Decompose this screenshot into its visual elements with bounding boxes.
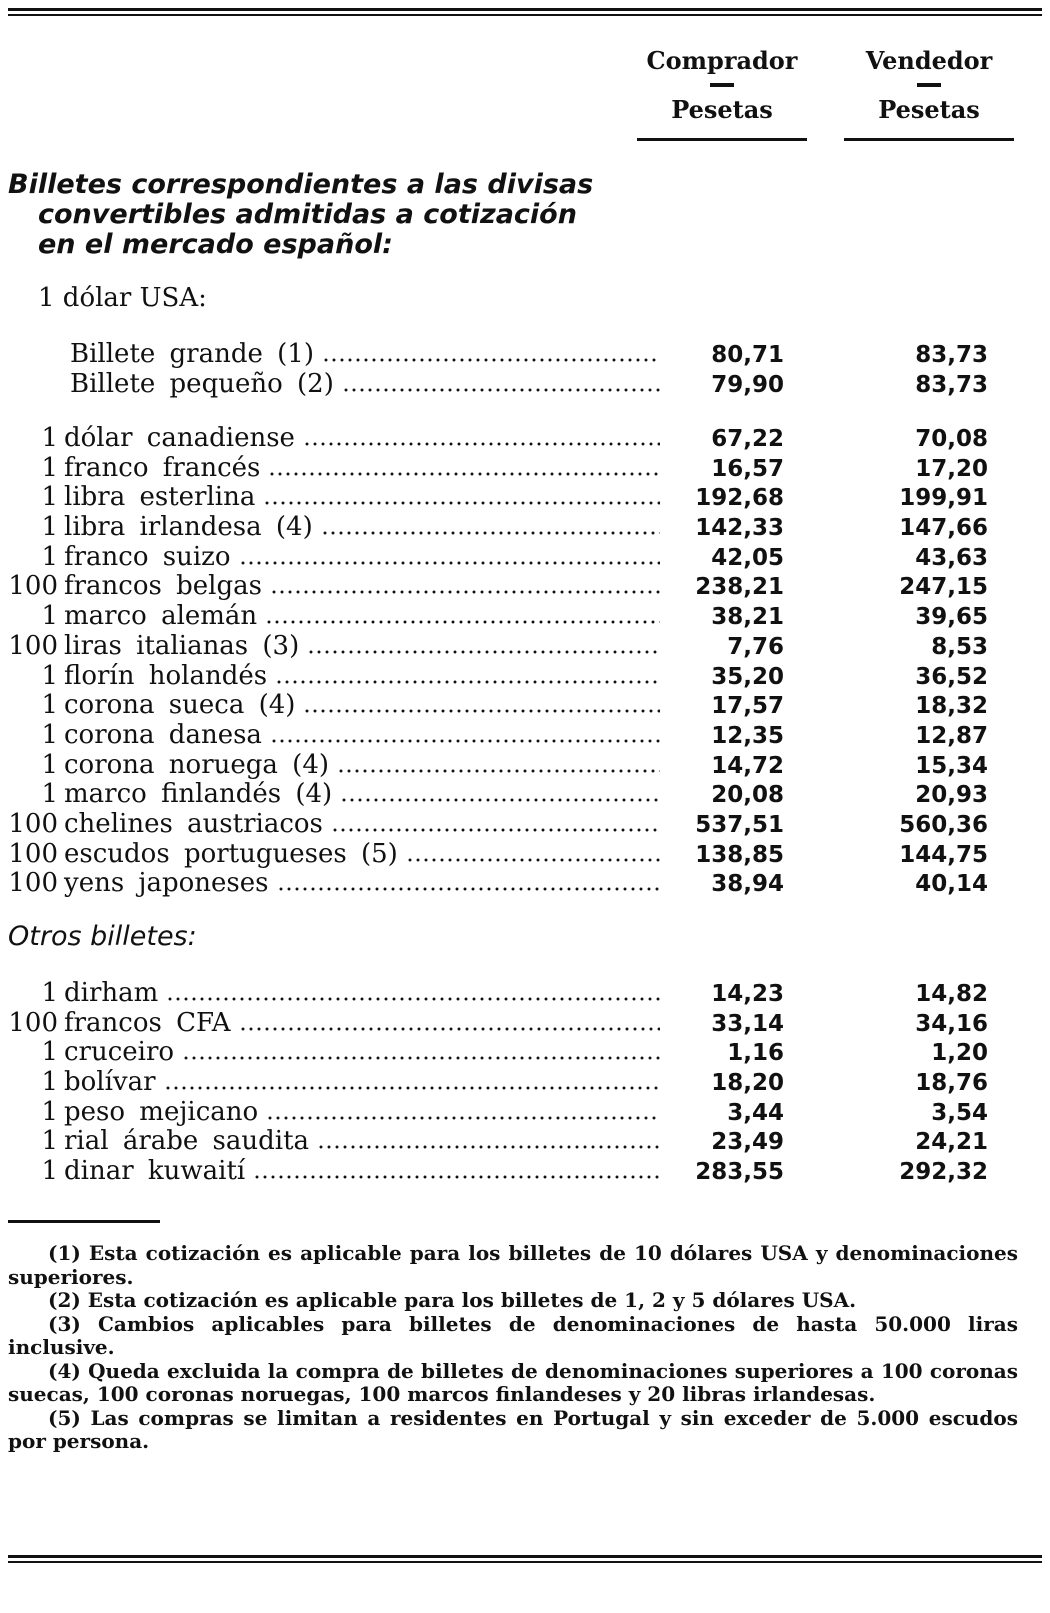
usd-title: 1 dólar USA: bbox=[38, 283, 207, 313]
dot-leader bbox=[270, 739, 660, 743]
row-quantity: 1 bbox=[41, 749, 58, 780]
row-currency: cruceiro bbox=[64, 1037, 175, 1068]
row-quantity: 100 bbox=[8, 630, 58, 661]
convertible-rows bbox=[8, 424, 988, 899]
row-quantity: 100 bbox=[8, 1007, 58, 1038]
buy-rate: 138,85 bbox=[695, 841, 784, 868]
section-others-title: Otros billetes: bbox=[8, 921, 197, 952]
dot-leader bbox=[266, 1116, 660, 1120]
dot-leader bbox=[275, 680, 660, 684]
buy-rate: 238,21 bbox=[695, 574, 784, 601]
table-row bbox=[8, 1127, 988, 1157]
row-quantity: 1 bbox=[41, 1126, 58, 1157]
table-row bbox=[8, 1157, 988, 1187]
buy-rate: 142,33 bbox=[695, 515, 784, 542]
row-quantity: 100 bbox=[8, 868, 58, 899]
sell-rate: 39,65 bbox=[915, 604, 988, 631]
row-currency: peso mejicano bbox=[64, 1096, 259, 1127]
row-currency: corona noruega (4) bbox=[64, 749, 330, 780]
sell-rate: 560,36 bbox=[899, 811, 988, 838]
sell-rate: 1,20 bbox=[931, 1040, 988, 1067]
table-row bbox=[8, 340, 988, 370]
row-currency: marco alemán bbox=[64, 601, 258, 632]
dot-leader bbox=[331, 828, 660, 832]
buy-rate: 3,44 bbox=[727, 1099, 784, 1126]
sell-rate: 3,54 bbox=[931, 1099, 988, 1126]
header-buy-label: Comprador bbox=[646, 46, 798, 75]
row-quantity: 1 bbox=[41, 660, 58, 691]
footnote: (3) Cambios aplicables para billetes de denominaciones de hasta 50.000 liras inclusive. bbox=[8, 1311, 1018, 1359]
table-row bbox=[8, 751, 988, 781]
buy-rate: 33,14 bbox=[711, 1010, 784, 1037]
table-row bbox=[8, 780, 988, 810]
row-currency: liras italianas (3) bbox=[64, 630, 300, 661]
buy-rate: 79,90 bbox=[711, 371, 784, 398]
header-dash bbox=[917, 83, 941, 87]
header-dash bbox=[710, 83, 734, 87]
footnote: (4) Queda excluida la compra de billetes de denominaciones superiores a 100 coronas suecas, 100 coronas noruegas, 100 marcos finlandeses y 20 libras irlandesas. bbox=[8, 1358, 1018, 1406]
sell-rate: 147,66 bbox=[899, 515, 988, 542]
sell-rate: 199,91 bbox=[899, 485, 988, 512]
sell-rate: 12,87 bbox=[915, 722, 988, 749]
table-row bbox=[8, 1038, 988, 1068]
row-quantity: 1 bbox=[41, 779, 58, 810]
sell-rate: 24,21 bbox=[915, 1129, 988, 1156]
sell-rate: 40,14 bbox=[915, 871, 988, 898]
dot-leader bbox=[303, 442, 660, 446]
footnote-rule bbox=[8, 1220, 160, 1223]
table-row bbox=[8, 483, 988, 513]
row-currency: rial árabe saudita bbox=[64, 1126, 310, 1157]
dot-leader bbox=[239, 561, 660, 565]
row-currency: francos belgas bbox=[64, 571, 262, 602]
bottom-rule-2 bbox=[8, 1561, 1042, 1563]
sell-rate: 18,32 bbox=[915, 693, 988, 720]
row-quantity: 1 bbox=[41, 452, 58, 483]
footnote: (5) Las compras se limitan a residentes en Portugal y sin exceder de 5.000 escudos por persona. bbox=[8, 1405, 1018, 1453]
dot-leader bbox=[317, 1145, 660, 1149]
header-underline bbox=[637, 138, 807, 141]
buy-rate: 14,72 bbox=[711, 752, 784, 779]
row-currency: libra esterlina bbox=[64, 482, 256, 513]
section-title-line: en el mercado español: bbox=[38, 229, 393, 260]
dot-leader bbox=[239, 1027, 660, 1031]
top-rule bbox=[8, 8, 1042, 11]
row-quantity: 1 bbox=[41, 1037, 58, 1068]
sell-rate: 36,52 bbox=[915, 663, 988, 690]
section-title-line: Billetes correspondientes a las divisas bbox=[8, 169, 594, 200]
table-row bbox=[8, 869, 988, 899]
table-row bbox=[8, 721, 988, 751]
sell-rate: 247,15 bbox=[899, 574, 988, 601]
table-row bbox=[8, 979, 988, 1009]
table-row bbox=[8, 1068, 988, 1098]
row-currency: florín holandés bbox=[64, 660, 268, 691]
buy-rate: 12,35 bbox=[711, 722, 784, 749]
top-rule-2 bbox=[8, 14, 1042, 16]
row-currency: dólar canadiense bbox=[64, 423, 295, 453]
buy-rate: 35,20 bbox=[711, 663, 784, 690]
table-row bbox=[8, 513, 988, 543]
sell-rate: 17,20 bbox=[915, 455, 988, 482]
buy-rate: 16,57 bbox=[711, 455, 784, 482]
row-currency: dirham bbox=[64, 978, 159, 1008]
sell-rate: 20,93 bbox=[915, 782, 988, 809]
header-buy-unit: Pesetas bbox=[671, 95, 773, 124]
buy-rate: 14,23 bbox=[711, 981, 784, 1007]
bottom-rule bbox=[8, 1555, 1042, 1558]
sell-rate: 70,08 bbox=[915, 426, 988, 452]
header-sell bbox=[844, 46, 1014, 141]
row-currency: franco suizo bbox=[64, 541, 231, 572]
buy-rate: 18,20 bbox=[711, 1070, 784, 1097]
row-quantity: 100 bbox=[8, 808, 58, 839]
row-currency: franco francés bbox=[64, 452, 261, 483]
table-row bbox=[8, 543, 988, 573]
table-row bbox=[8, 1009, 988, 1039]
dot-leader bbox=[406, 858, 660, 862]
sell-rate: 83,73 bbox=[915, 342, 988, 368]
dot-leader bbox=[164, 1086, 660, 1090]
row-currency: francos CFA bbox=[64, 1007, 231, 1038]
section-title-line: convertibles admitidas a cotización bbox=[38, 199, 577, 230]
buy-rate: 20,08 bbox=[711, 782, 784, 809]
row-currency: corona danesa bbox=[64, 719, 262, 750]
table-row bbox=[8, 454, 988, 484]
row-quantity: 100 bbox=[8, 838, 58, 869]
table-row bbox=[8, 424, 988, 454]
dot-leader bbox=[265, 620, 660, 624]
row-quantity: 1 bbox=[41, 541, 58, 572]
row-quantity: 1 bbox=[41, 482, 58, 513]
row-currency: bolívar bbox=[64, 1067, 156, 1098]
row-currency: chelines austriacos bbox=[64, 808, 323, 839]
row-currency: dinar kuwaití bbox=[64, 1156, 246, 1187]
dot-leader bbox=[253, 1175, 660, 1179]
buy-rate: 7,76 bbox=[727, 633, 784, 660]
row-currency: escudos portugueses (5) bbox=[64, 838, 398, 869]
dot-leader bbox=[166, 997, 660, 1001]
row-currency: marco finlandés (4) bbox=[64, 779, 333, 810]
dot-leader bbox=[303, 709, 660, 713]
sell-rate: 83,73 bbox=[915, 371, 988, 398]
dot-leader bbox=[322, 358, 660, 362]
sell-rate: 34,16 bbox=[915, 1010, 988, 1037]
row-quantity: 1 bbox=[41, 601, 58, 632]
table-row bbox=[8, 572, 988, 602]
row-currency: corona sueca (4) bbox=[64, 690, 296, 721]
header-buy bbox=[637, 46, 807, 141]
sell-rate: 14,82 bbox=[915, 981, 988, 1007]
dot-leader bbox=[342, 388, 660, 392]
header-sell-unit: Pesetas bbox=[878, 95, 980, 124]
sell-rate: 8,53 bbox=[931, 633, 988, 660]
table-row bbox=[8, 370, 988, 400]
dot-leader bbox=[277, 887, 661, 891]
sell-rate: 292,32 bbox=[899, 1159, 988, 1186]
usd-rows bbox=[8, 340, 988, 399]
footnote: (1) Esta cotización es aplicable para los billetes de 10 dólares USA y denominaciones superiores. bbox=[8, 1241, 1018, 1289]
footnotes bbox=[8, 1242, 1018, 1454]
buy-rate: 67,22 bbox=[711, 426, 784, 452]
sell-rate: 144,75 bbox=[899, 841, 988, 868]
buy-rate: 38,21 bbox=[711, 604, 784, 631]
dot-leader bbox=[307, 650, 660, 654]
row-quantity: 1 bbox=[41, 423, 58, 453]
table-row bbox=[8, 810, 988, 840]
row-currency: Billete grande (1) bbox=[70, 339, 314, 369]
row-quantity: 1 bbox=[41, 1067, 58, 1098]
dot-leader bbox=[182, 1056, 660, 1060]
dot-leader bbox=[263, 501, 660, 505]
row-quantity: 100 bbox=[8, 571, 58, 602]
footnote: (2) Esta cotización es aplicable para los billetes de 1, 2 y 5 dólares USA. bbox=[48, 1288, 857, 1312]
buy-rate: 192,68 bbox=[695, 485, 784, 512]
sell-rate: 15,34 bbox=[915, 752, 988, 779]
buy-rate: 42,05 bbox=[711, 544, 784, 571]
buy-rate: 80,71 bbox=[711, 342, 784, 368]
header-sell-label: Vendedor bbox=[865, 46, 993, 75]
row-quantity: 1 bbox=[41, 978, 58, 1008]
row-quantity: 1 bbox=[41, 719, 58, 750]
row-currency: libra irlandesa (4) bbox=[64, 512, 313, 543]
row-quantity: 1 bbox=[41, 690, 58, 721]
dot-leader bbox=[321, 531, 660, 535]
section-convertibles-title bbox=[8, 170, 593, 260]
row-quantity: 1 bbox=[41, 512, 58, 543]
dot-leader bbox=[268, 472, 660, 476]
table-row bbox=[8, 1098, 988, 1128]
buy-rate: 38,94 bbox=[711, 871, 784, 898]
other-rows bbox=[8, 979, 988, 1187]
row-quantity: 1 bbox=[41, 1156, 58, 1187]
buy-rate: 283,55 bbox=[695, 1159, 784, 1186]
dot-leader bbox=[337, 769, 660, 773]
dot-leader bbox=[340, 798, 660, 802]
row-quantity: 1 bbox=[41, 1096, 58, 1127]
sell-rate: 18,76 bbox=[915, 1070, 988, 1097]
sell-rate: 43,63 bbox=[915, 544, 988, 571]
table-row bbox=[8, 602, 988, 632]
table-row bbox=[8, 662, 988, 692]
table-row bbox=[8, 691, 988, 721]
buy-rate: 17,57 bbox=[711, 693, 784, 720]
header-underline bbox=[844, 138, 1014, 141]
row-currency: Billete pequeño (2) bbox=[70, 368, 334, 399]
buy-rate: 537,51 bbox=[695, 811, 784, 838]
dot-leader bbox=[270, 590, 660, 594]
buy-rate: 1,16 bbox=[727, 1040, 784, 1067]
table-row bbox=[8, 632, 988, 662]
buy-rate: 23,49 bbox=[711, 1129, 784, 1156]
table-row bbox=[8, 840, 988, 870]
row-currency: yens japoneses bbox=[64, 868, 269, 899]
